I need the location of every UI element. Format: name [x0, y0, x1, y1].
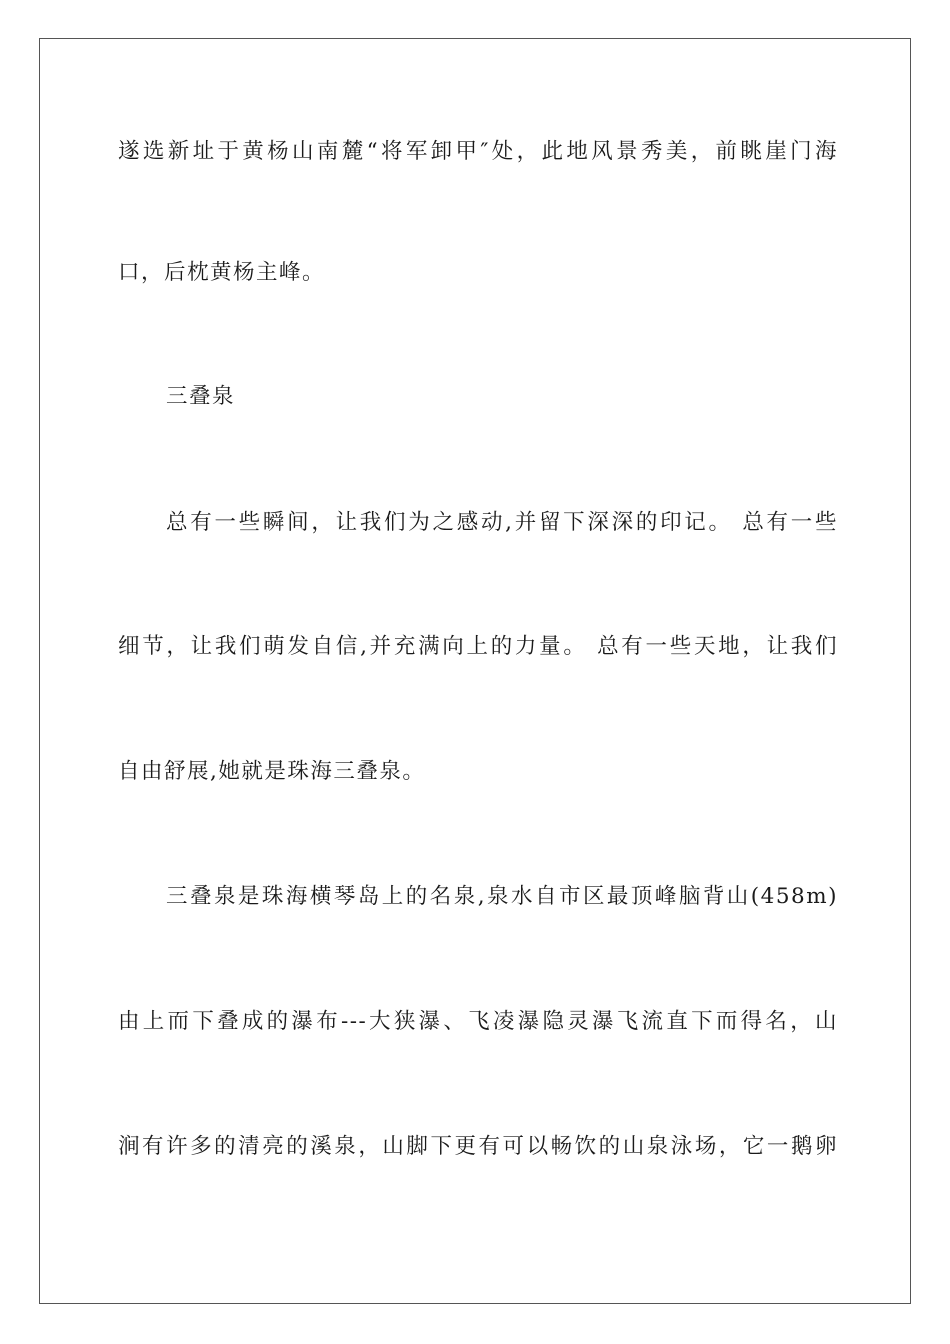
paragraph-line-1: 遂选新址于黄杨山南麓“将军卸甲″处，此地风景秀美，前眺崖门海 [118, 139, 838, 164]
paragraph-line-7: 由上而下叠成的瀑布---大狭瀑、飞凌瀑隐灵瀑飞流直下而得名，山 [118, 1009, 838, 1034]
page-border [39, 38, 911, 1304]
paragraph-line-5: 自由舒展,她就是珠海三叠泉。 [118, 759, 426, 784]
paragraph-line-3: 总有一些瞬间，让我们为之感动,并留下深深的印记。 总有一些 [166, 510, 838, 535]
section-heading: 三叠泉 [166, 384, 236, 409]
paragraph-line-8: 涧有许多的清亮的溪泉，山脚下更有可以畅饮的山泉泳场，它一鹅卵 [118, 1134, 838, 1159]
paragraph-line-4: 细节，让我们萌发自信,并充满向上的力量。 总有一些天地，让我们 [118, 634, 838, 659]
paragraph-line-6: 三叠泉是珠海横琴岛上的名泉,泉水自市区最顶峰脑背山(458m) [166, 884, 838, 909]
paragraph-line-2: 口，后枕黄杨主峰。 [118, 260, 326, 285]
